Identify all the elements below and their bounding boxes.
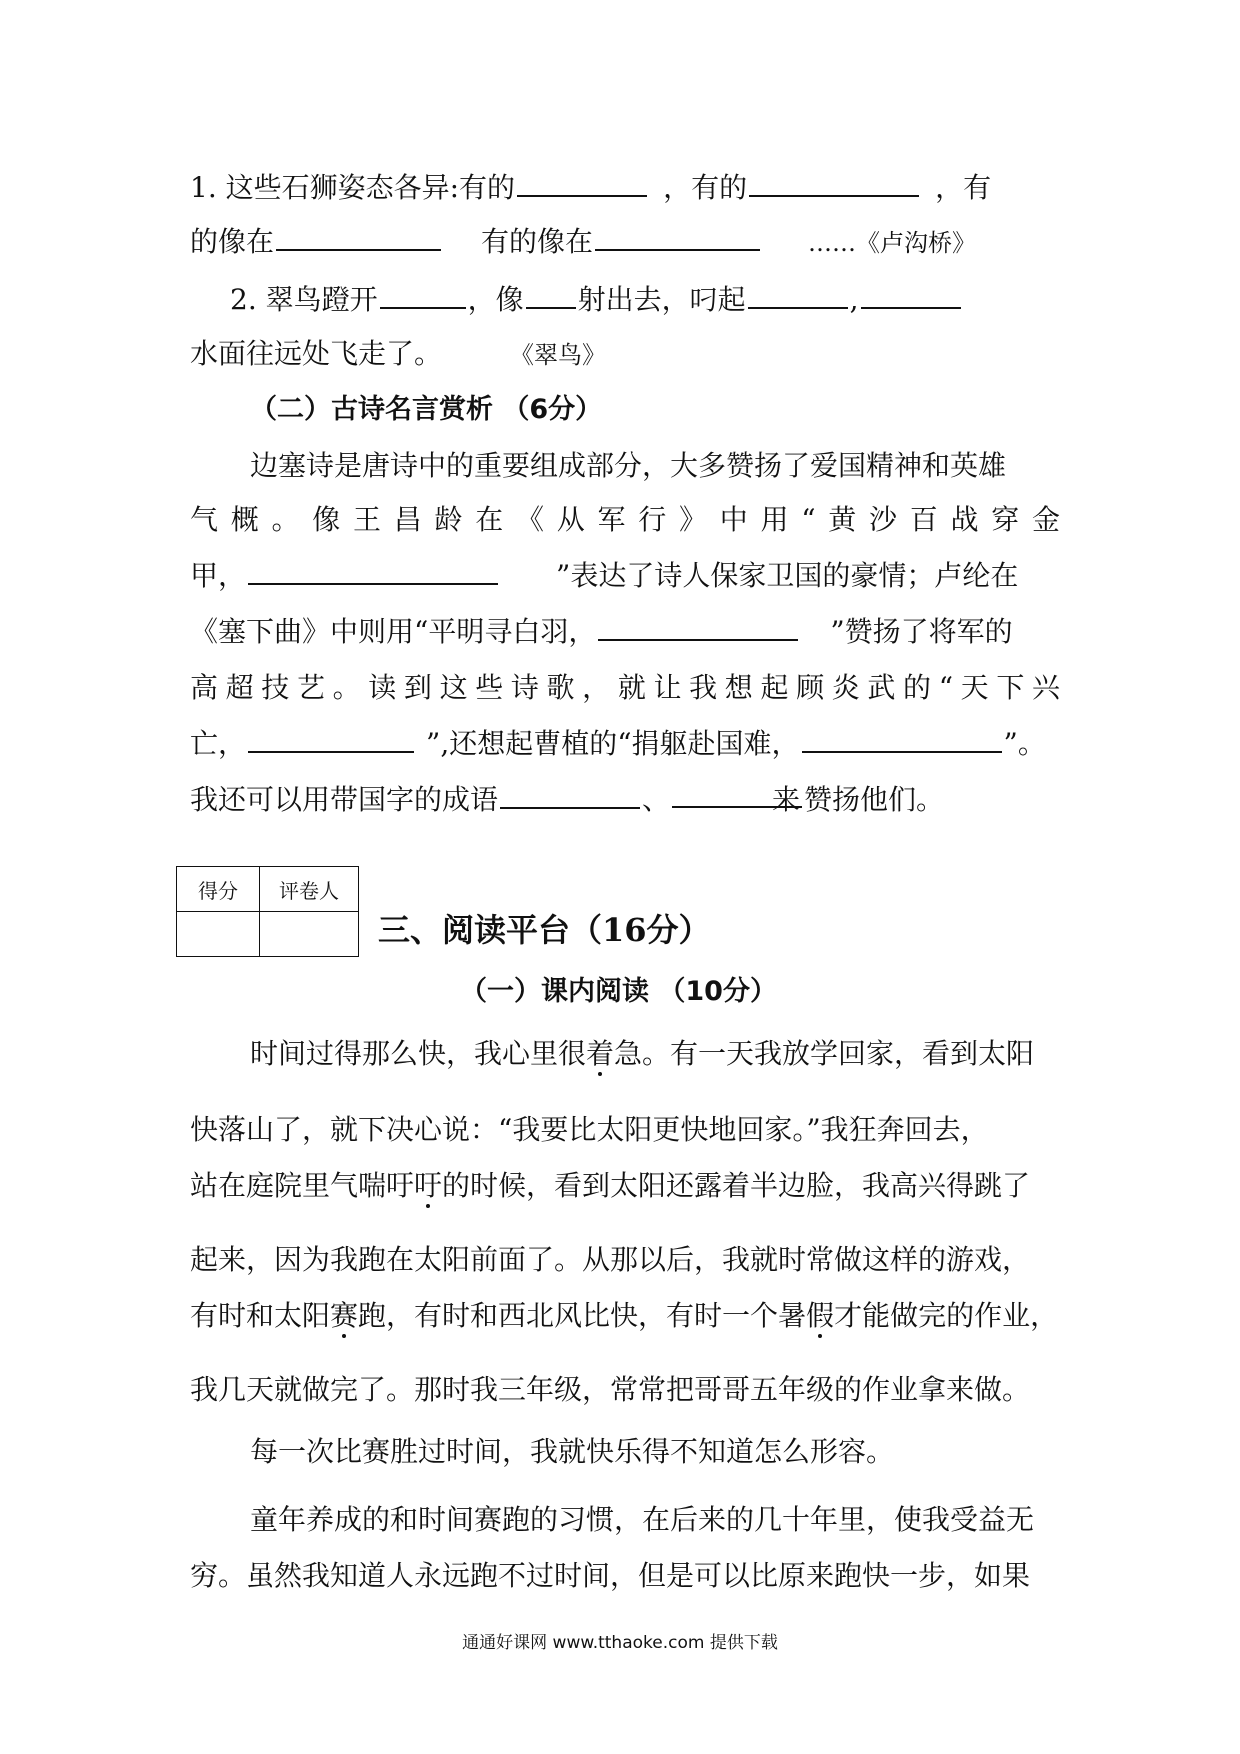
question-1-line-1 xyxy=(190,168,1060,208)
answer-blank[interactable] xyxy=(276,223,441,251)
score-cell[interactable] xyxy=(177,912,260,957)
passage-line: 童年养成的和时间赛跑的习惯，在后来的几十年里，使我受益无 xyxy=(250,1503,1035,1536)
text: 射出去，叼起 xyxy=(577,283,746,316)
text: 时间过得那么快，我心里很 xyxy=(250,1037,587,1070)
text: 1. 这些石狮姿态各异:有的 xyxy=(190,171,516,204)
text: 跑，有时和西北风比快，有时一个暑 xyxy=(358,1299,807,1332)
text: ”。 xyxy=(1003,727,1046,760)
question-2-line-2 xyxy=(190,334,1060,375)
text: 亡， xyxy=(190,727,247,760)
answer-blank[interactable] xyxy=(672,780,802,816)
dotted-char: 赛 xyxy=(330,1299,359,1332)
answer-blank[interactable] xyxy=(248,557,498,585)
reading-section-heading: 三、阅读平台（16分） xyxy=(378,911,711,949)
poetry-paragraph-line xyxy=(190,612,1060,652)
answer-blank[interactable] xyxy=(526,281,576,309)
passage-line xyxy=(250,1034,1060,1074)
text: 的像在 xyxy=(190,225,275,258)
text: 站在庭院里气喘吁 xyxy=(190,1169,415,1202)
text: ，有的 xyxy=(663,171,748,204)
passage-line: 快落山了，就下决心说：“我要比太阳更快地回家。”我狂奔回去， xyxy=(190,1113,989,1146)
answer-blank[interactable] xyxy=(595,223,760,251)
footer-credit: 通通好课网 www.tthaoke.com 提供下载 xyxy=(462,1633,778,1653)
poetry-paragraph-line: 气概。像王昌龄在《从军行》中用“黄沙百战穿金 xyxy=(190,503,1060,536)
reading-subheading: （一）课内阅读 （10分） xyxy=(460,976,777,1007)
text: ，像 xyxy=(467,283,524,316)
poetry-paragraph-line xyxy=(190,556,1060,596)
passage-line: 我几天就做完了。那时我三年级，常常把哥哥五年级的作业拿来做。 xyxy=(190,1373,1031,1406)
answer-blank[interactable] xyxy=(500,781,640,809)
answer-blank[interactable] xyxy=(748,281,848,309)
text: 的时候，看到太阳还露着半边脸，我高兴得跳了 xyxy=(442,1169,1031,1202)
answer-blank[interactable] xyxy=(802,725,1002,753)
text: 我还可以用带国字的成语 xyxy=(190,783,499,816)
question-2-line-1 xyxy=(190,280,1060,320)
text: 有的像在 xyxy=(481,225,594,258)
poetry-paragraph-line xyxy=(190,724,1060,764)
text: 甲， xyxy=(190,559,247,592)
answer-blank[interactable] xyxy=(861,281,961,309)
source-citation: 《翠鸟》 xyxy=(522,341,607,369)
passage-line: 起来，因为我跑在太阳前面了。从那以后，我就时常做这样的游戏， xyxy=(190,1243,1031,1276)
text: 赞扬他们。 xyxy=(804,783,945,816)
grader-label: 评卷人 xyxy=(260,867,359,912)
dotted-char: 假 xyxy=(806,1299,835,1332)
text: 有时和太阳 xyxy=(190,1299,331,1332)
text: 水面往远处飞走了。 xyxy=(190,337,443,370)
poetry-paragraph-line xyxy=(190,780,1060,820)
text: 急。有一天我放学回家，看到太阳 xyxy=(614,1037,1035,1070)
passage-line: 每一次比赛胜过时间，我就快乐得不知道怎么形容。 xyxy=(250,1435,895,1468)
score-label: 得分 xyxy=(177,867,260,912)
score-box xyxy=(176,866,359,957)
passage-line xyxy=(190,1296,1060,1336)
text: ”赞扬了将军的 xyxy=(830,615,1013,648)
answer-blank[interactable] xyxy=(598,613,798,641)
answer-blank[interactable] xyxy=(749,169,919,197)
dotted-char: 吁 xyxy=(414,1169,443,1202)
text: , xyxy=(849,283,859,316)
text: ”,还想起曹植的“捐躯赴国难， xyxy=(426,727,800,760)
text: 、 xyxy=(642,783,671,816)
answer-blank[interactable] xyxy=(380,281,466,309)
question-1-line-2 xyxy=(190,222,1060,263)
source-citation: ……《卢沟桥》 xyxy=(808,229,977,257)
text: 来 xyxy=(772,783,801,816)
passage-line xyxy=(190,1166,1060,1206)
poetry-paragraph-line: 高超技艺。读到这些诗歌，就让我想起顾炎武的“天下兴 xyxy=(190,671,1060,704)
grader-cell[interactable] xyxy=(260,912,359,957)
text: 2. 翠鸟蹬开 xyxy=(230,283,378,316)
poetry-paragraph-line: 边塞诗是唐诗中的重要组成部分，大多赞扬了爱国精神和英雄 xyxy=(250,449,1007,482)
text: ”表达了诗人保家卫国的豪情；卢纶在 xyxy=(556,559,1019,592)
text: 才能做完的作业， xyxy=(834,1299,1059,1332)
text: ，有 xyxy=(935,171,992,204)
text: 《塞下曲》中则用“平明寻白羽， xyxy=(190,615,597,648)
passage-line: 穷。虽然我知道人永远跑不过时间，但是可以比原来跑快一步，如果 xyxy=(190,1559,1031,1592)
dotted-char: 着 xyxy=(586,1037,615,1070)
answer-blank[interactable] xyxy=(248,725,414,753)
answer-blank[interactable] xyxy=(517,169,647,197)
poetry-section-heading: （二）古诗名言赏析 （6分） xyxy=(250,394,603,425)
